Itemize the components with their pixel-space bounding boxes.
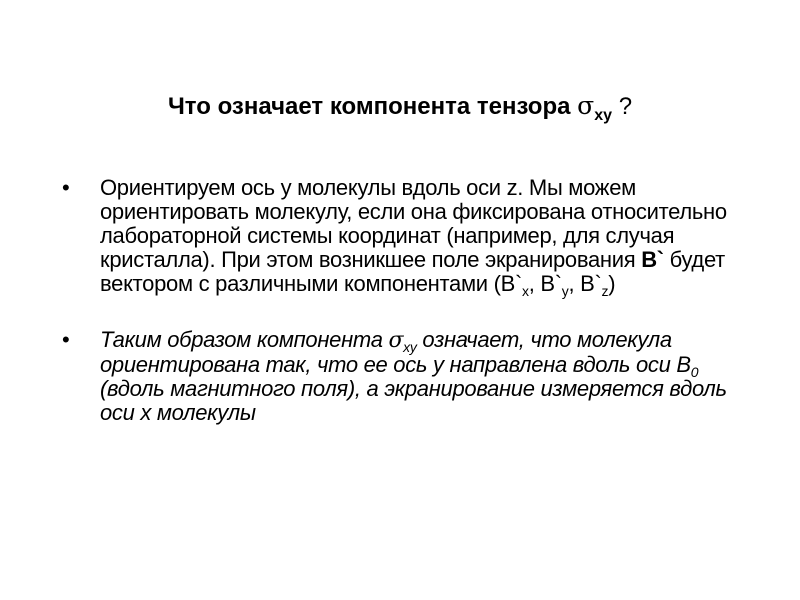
bullet2-sigma-symbol: σ [388,328,404,353]
bullet1-sub-y: y [561,283,569,299]
bullet-item-orientation [62,175,742,299]
bullet1-text-part2: будет вектором с различными компонентами (B` [100,247,725,296]
bullet2-text-part1: Таким образом компонента [100,327,389,352]
bullet2-text-part2: означает, что молекула ориентирована так, что ее ось y направлена вдоль оси B [100,327,691,377]
bullet2-subscript: xy [403,339,417,355]
bullet-item-meaning [62,328,742,425]
bullet-marker: • [62,327,70,352]
bullet1-close: ) [608,271,616,296]
bullet-marker: • [62,175,70,200]
bullet2-sub-0: 0 [690,364,699,380]
title-question-mark: ? [612,93,633,120]
title-text: Что означает компонента тензора [167,93,578,120]
bullet-list [62,176,742,425]
bullet1-text-part1: Ориентируем ось y молекулы вдоль оси z. Мы можем ориентировать молекулу, если она фиксирована относительно лабораторной системы координат (например, для случая кристалла). При этом возникшее поле экранирования [100,175,727,272]
bullet1-sub-x: x [522,283,529,299]
sigma-symbol: σ [577,91,595,120]
bullet2-text-part3: (вдоль магнитного поля), а экранирование измеряется вдоль оси x молекулы [100,376,727,425]
title-subscript: xy [594,107,613,124]
bullet1-bold-vector: B` [641,247,664,272]
slide-title [60,88,740,125]
bullet1-sep1: , B` [528,271,562,296]
bullet1-sep2: , B` [568,271,602,296]
bullet1-sub-z: z [601,283,609,299]
